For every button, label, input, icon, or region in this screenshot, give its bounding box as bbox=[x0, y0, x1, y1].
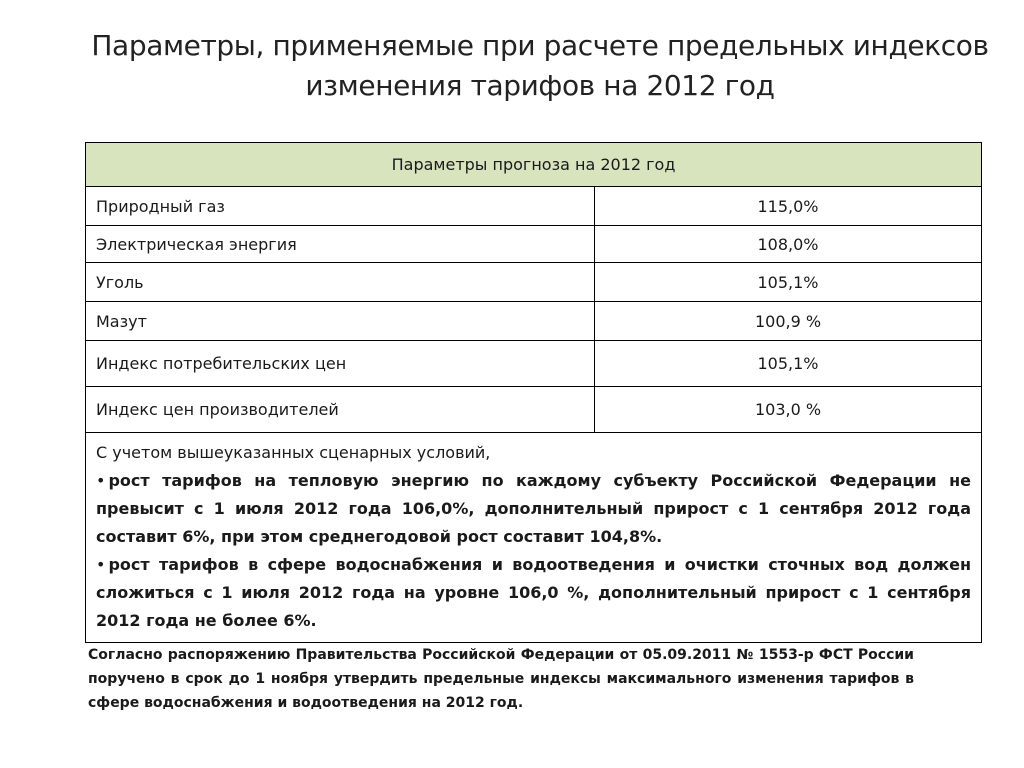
notes-bullet-heat-tariff bbox=[96, 467, 971, 551]
slide-title-line-2: изменения тарифов на 2012 год bbox=[305, 69, 775, 102]
parameter-value: 108,0% bbox=[595, 226, 982, 263]
notes-intro: С учетом вышеуказанных сценарных условий, bbox=[96, 443, 491, 462]
parameter-value: 105,1% bbox=[595, 341, 982, 387]
parameter-value: 100,9 % bbox=[595, 302, 982, 341]
slide-title-line-1: Параметры, применяемые при расчете предельных индексов bbox=[91, 29, 989, 62]
table-header: Параметры прогноза на 2012 год bbox=[86, 143, 982, 187]
parameter-value: 115,0% bbox=[595, 187, 982, 226]
scenario-notes bbox=[86, 433, 982, 643]
forecast-parameters-table bbox=[85, 142, 982, 643]
parameter-value: 103,0 % bbox=[595, 387, 982, 433]
table-notes-row bbox=[86, 433, 982, 643]
table-row-consumer-price-index bbox=[86, 341, 982, 387]
slide-title bbox=[60, 26, 1020, 106]
bullet-text: рост тарифов на тепловую энергию по каждому субъекту Российской Федерации не превысит с 1 июля 2012 года 106,0%, дополнительный прирост с 1 сентября 2012 года составит 6%, при этом среднегодовой рост составит 104,8%. bbox=[96, 471, 971, 546]
parameter-name: Индекс потребительских цен bbox=[86, 341, 595, 387]
parameter-name: Уголь bbox=[86, 263, 595, 302]
parameter-name: Электрическая энергия bbox=[86, 226, 595, 263]
parameter-value: 105,1% bbox=[595, 263, 982, 302]
footnote: Согласно распоряжению Правительства Российской Федерации от 05.09.2011 № 1553-р ФСТ России поручено в срок до 1 ноября утвердить предельные индексы максимального изменения тарифов в сфере водоснабжения и водоотведения на 2012 год. bbox=[88, 647, 914, 711]
bullet-icon: • bbox=[96, 471, 106, 490]
table-row-producer-price-index bbox=[86, 387, 982, 433]
parameter-name: Индекс цен производителей bbox=[86, 387, 595, 433]
parameter-name: Природный газ bbox=[86, 187, 595, 226]
table-row-coal bbox=[86, 263, 982, 302]
notes-bullet-water-tariff bbox=[96, 551, 971, 635]
table-row-electricity bbox=[86, 226, 982, 263]
table-header-row bbox=[86, 143, 982, 187]
bullet-text: рост тарифов в сфере водоснабжения и водоотведения и очистки сточных вод должен сложиться с 1 июля 2012 года на уровне 106,0 %, дополнительный прирост с 1 сентября 2012 года не более 6%. bbox=[96, 555, 971, 630]
table-row-natural-gas bbox=[86, 187, 982, 226]
parameter-name: Мазут bbox=[86, 302, 595, 341]
bullet-icon: • bbox=[96, 555, 106, 574]
table-row-fuel-oil bbox=[86, 302, 982, 341]
